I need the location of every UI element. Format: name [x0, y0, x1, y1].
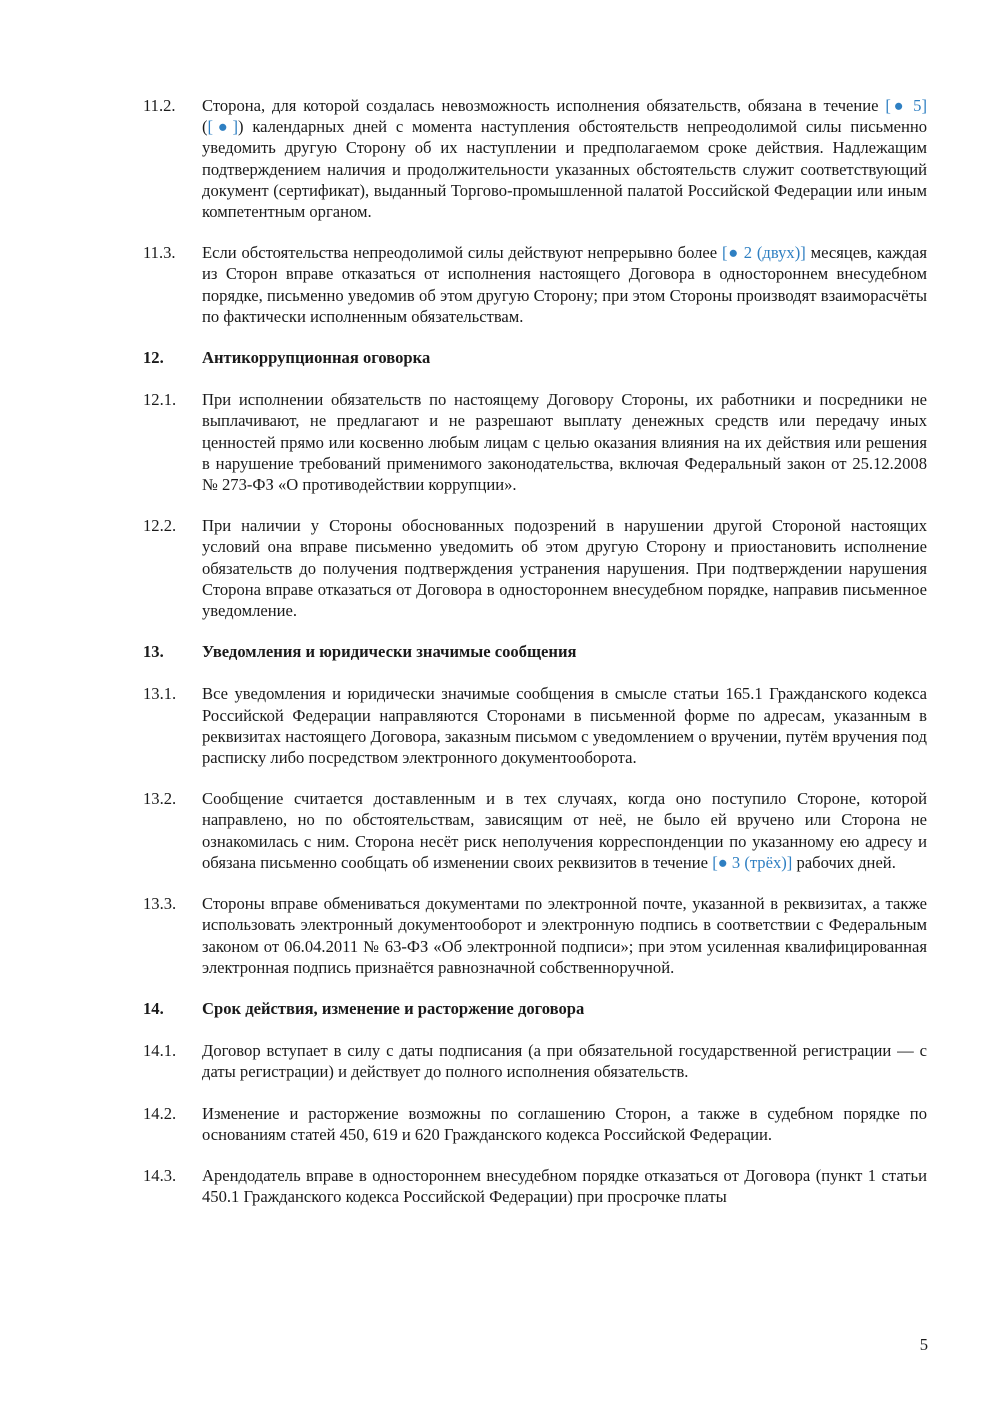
clause-text-run: Если обстоятельства непреодолимой силы действуют непрерывно более	[202, 243, 722, 263]
clause	[143, 515, 927, 621]
section-number: 12.	[143, 348, 164, 368]
clause	[143, 95, 927, 222]
clause-text-run: Сообщение считается доставленным и в тех случаях, когда оно поступило Стороне, которой направлено, но по обстоятельствам, зависящим от неё, не было ей вручено или Сторона не ознакомилась с ним. Сторона несёт риск неполучения корреспонденции по указанному ею адресу и обязана письменно сообщать об изменении своих реквизитов в течение	[202, 789, 927, 872]
clause-text-run: Сторона, для которой создалась невозможность исполнения обязательств, обязана в течение	[202, 96, 886, 115]
clause-text-run: Изменение и расторжение возможны по соглашению Сторон, а также в судебном порядке по основаниям статей 450, 619 и 620 Гражданского кодекса Российской Федерации.	[202, 1103, 927, 1144]
clause-text-run: Договор вступает в силу с даты подписания (а при обязательной государственной регистрации — с даты регистрации) и действует до полного исполнения обязательств.	[202, 1041, 927, 1082]
placeholder-field: [● 2 (двух)]	[722, 243, 806, 263]
clause-number: 11.3.	[143, 243, 176, 263]
clause-text-run: Арендодатель вправе в одностороннем внесудебном порядке отказаться от Договора (пункт 1 статьи 450.1 Гражданского кодекса Российской Федерации) при просрочке платы	[202, 1165, 927, 1207]
clause	[143, 242, 927, 327]
clause-text-run: месяцев, каждая из Сторон вправе отказаться от исполнения настоящего Договора в одностороннем внесудебном порядке, письменно уведомив об этом другую Сторону; при этом Стороны производят взаиморасчёты по фактически исполненным обязательствам.	[202, 243, 927, 326]
clause-number: 14.1.	[143, 1041, 177, 1061]
clause-number: 14.2.	[143, 1103, 177, 1123]
clause-text	[202, 893, 927, 978]
clause	[143, 1040, 927, 1082]
clause-text	[202, 683, 927, 768]
clause-text	[202, 1103, 927, 1145]
section-heading	[143, 347, 927, 368]
clause	[143, 788, 927, 873]
clause-text	[202, 242, 927, 327]
clause-text-run: (	[202, 117, 208, 137]
section-heading	[143, 998, 927, 1019]
clause	[143, 1103, 927, 1145]
section-number: 13.	[143, 642, 164, 662]
clause-text-run: Все уведомления и юридически значимые сообщения в смысле статьи 165.1 Гражданского кодекса Российской Федерации направляются Сторонами в письменной форме по адресам, указанным в реквизитах настоящего Договора, заказным письмом с уведомлением о вручении, путём вручения под расписку либо посредством электронного документооборота.	[202, 684, 927, 768]
clause-text-run: рабочих дней.	[792, 852, 896, 872]
section-number: 14.	[143, 998, 164, 1018]
placeholder-field: [● 3 (трёх)]	[712, 852, 793, 872]
section-title: Уведомления и юридически значимые сообщения	[202, 642, 577, 662]
section-title: Антикоррупционная оговорка	[202, 348, 431, 368]
clause-number: 13.2.	[143, 789, 177, 809]
clause-number: 11.2.	[143, 96, 176, 115]
document-body	[143, 95, 927, 1227]
placeholder-field: [● 5]	[885, 96, 927, 115]
page-number: 5	[919, 1335, 928, 1354]
clause	[143, 389, 927, 495]
clause-text	[202, 1040, 927, 1082]
clause-text-run: При наличии у Стороны обоснованных подозрений в нарушении другой Стороной настоящих условий она вправе письменно уведомить об этом другую Сторону и приостановить исполнение обязательств до получения подтверждения устранения нарушения. При подтверждении нарушения Сторона вправе отказаться от Договора в одностороннем внесудебном порядке, направив письменное уведомление.	[202, 516, 927, 621]
clause	[143, 893, 927, 978]
clause-text	[202, 515, 927, 621]
clause-number: 12.2.	[143, 516, 177, 536]
clause-number: 14.3.	[143, 1165, 177, 1185]
clause-text-run: ) календарных дней с момента наступления обстоятельств непреодолимой силы письменно уведомить другую Сторону об их наступлении и предполагаемом сроке действия. Надлежащим подтверждением наличия и продолжительности указанных обстоятельств служит соответствующий документ (сертификат), выданный Торгово-промышленной палатой Российской Федерации или иным компетентным органом.	[202, 117, 927, 222]
clause-number: 13.3.	[143, 894, 177, 914]
clause-text-run: При исполнении обязательств по настоящему Договору Стороны, их работники и посредники не выплачивают, не предлагают и не разрешают выплату денежных средств или передачу иных ценностей прямо или косвенно любым лицам с целью оказания влияния на их действия или решения в нарушение требований применимого законодательства, включая Федеральный закон от 25.12.2008 № 273-ФЗ «О противодействии коррупции».	[202, 390, 927, 495]
section-title: Срок действия, изменение и расторжение договора	[202, 998, 585, 1018]
clause-text-run: Стороны вправе обмениваться документами по электронной почте, указанной в реквизитах, а также использовать электронный документооборот и электронную подпись в соответствии с Федеральным законом от 06.04.2011 № 63-ФЗ «Об электронной подписи»; при этом усиленная квалифицированная электронная подпись признаётся равнозначной собственноручной.	[202, 894, 927, 977]
clause-number: 12.1.	[143, 390, 177, 410]
clause-number: 13.1.	[143, 684, 177, 704]
clause-text	[202, 1165, 927, 1207]
clause-text	[202, 95, 927, 222]
clause	[143, 1165, 927, 1207]
placeholder-field: [●]	[207, 117, 238, 137]
clause-text	[202, 788, 927, 873]
clause-text	[202, 389, 927, 495]
section-heading	[143, 641, 927, 662]
clause	[143, 683, 927, 768]
